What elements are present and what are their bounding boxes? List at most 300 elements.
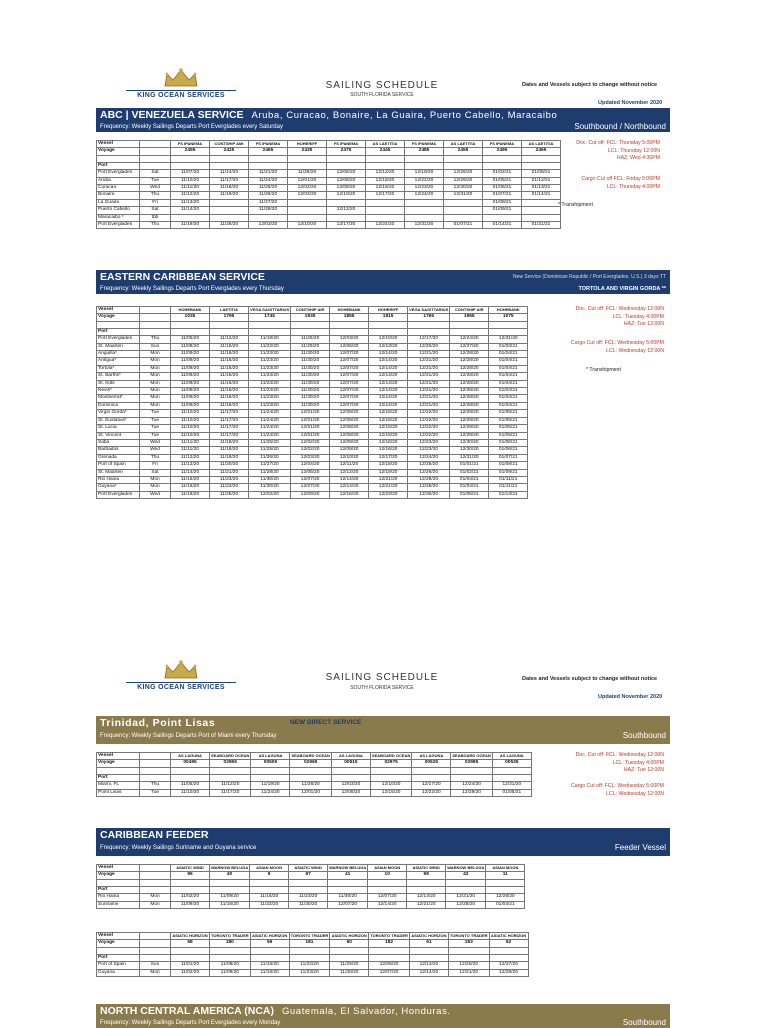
- date-cell: 12/13/20: [409, 962, 448, 969]
- date-cell: 11/17/20: [210, 432, 249, 439]
- abc-doc-cutoff: [576, 140, 660, 163]
- date-cell: 11/17/20: [210, 789, 251, 796]
- date-cell: 01/04/21: [489, 395, 528, 402]
- date-cell: 11/28/20: [249, 469, 291, 476]
- table-cell: [97, 879, 140, 886]
- date-cell: 12/01/20: [291, 425, 330, 432]
- date-cell: 12/28/20: [450, 388, 489, 395]
- table-cell: [171, 162, 210, 169]
- date-cell: 12/16/20: [366, 185, 405, 192]
- date-cell: 11/11/20: [171, 439, 210, 446]
- port-name: Bonaire: [97, 192, 140, 199]
- date-cell: 12/31/20: [405, 222, 444, 229]
- date-cell: 12/05/20: [327, 170, 366, 177]
- date-cell: 12/29/20: [450, 425, 489, 432]
- date-cell: 12/14/20: [369, 388, 408, 395]
- vessel-name: AS LAETITIA: [444, 141, 483, 148]
- weekday: Tue: [140, 417, 171, 424]
- date-cell: 12/22/20: [412, 789, 451, 796]
- port-name: Maracaibo *: [97, 214, 140, 221]
- date-cell: 12/03/20: [330, 336, 369, 343]
- date-cell: 12/17/20: [366, 192, 405, 199]
- voyage-number: 2485: [405, 148, 444, 155]
- ec-service-title: EASTERN CARIBBEAN SERVICE: [100, 271, 265, 283]
- date-cell: 12/09/20: [330, 447, 369, 454]
- port-name: Aruba: [97, 177, 140, 184]
- date-cell: 12/07/20: [291, 484, 330, 491]
- table-row: [97, 969, 529, 976]
- vessel-name: ASIATIC WIND: [407, 865, 446, 872]
- table-row: [97, 222, 561, 229]
- port-label: Port: [97, 162, 140, 169]
- date-cell: [288, 199, 327, 206]
- date-cell: 11/28/20: [288, 170, 327, 177]
- date-cell: 12/28/20: [408, 484, 450, 491]
- table-cell: [408, 321, 450, 328]
- date-cell: 11/23/20: [249, 365, 291, 372]
- voyage-number: 11: [486, 872, 525, 879]
- voyage-number: 1935: [291, 314, 330, 321]
- date-cell: 12/10/20: [370, 782, 411, 789]
- date-cell: 01/08/21: [489, 462, 528, 469]
- vessel-name: ASIATIC WIND: [289, 865, 328, 872]
- date-cell: 11/23/20: [249, 373, 291, 380]
- port-label: Port: [97, 774, 140, 781]
- table-row: [97, 395, 528, 402]
- date-cell: 12/20/20: [448, 962, 489, 969]
- vessel-label: Vessel: [97, 307, 140, 314]
- cargo-line: Cargo Cut off: FCL: Wednesday 5:00PM: [571, 783, 664, 789]
- vessel-name: ASIAN MOON: [486, 865, 525, 872]
- weekday: Wed: [140, 491, 171, 498]
- table-cell: [328, 879, 368, 886]
- table-cell: [330, 328, 369, 335]
- voyage-number: 00525: [412, 760, 451, 767]
- vessel-name: CONTSHIP AIR: [291, 307, 330, 314]
- date-cell: 01/05/21: [489, 425, 528, 432]
- vessel-row: [97, 141, 561, 148]
- date-cell: 12/10/20: [330, 454, 369, 461]
- cargo-line: LCL: Wednesday 12:00N: [606, 347, 664, 354]
- table-cell: [171, 155, 210, 162]
- table-cell: [409, 947, 448, 954]
- date-cell: [366, 207, 405, 214]
- date-cell: [288, 207, 327, 214]
- tpl-frequency-band: [96, 730, 670, 744]
- vessel-name: CONTSHIP AMI: [210, 141, 249, 148]
- date-cell: 12/09/20: [327, 185, 366, 192]
- date-cell: 11/14/20: [210, 170, 249, 177]
- date-cell: 11/22/20: [249, 343, 291, 350]
- voyage-number: 61: [409, 940, 448, 947]
- vessel-name: ASIATIC HORIZON: [490, 933, 527, 938]
- table-cell: [140, 940, 171, 947]
- date-cell: 11/12/20: [210, 336, 249, 343]
- date-cell: 11/10/20: [171, 177, 210, 184]
- tpl-new-direct: NEW DIRECT SERVICE: [290, 719, 362, 726]
- table-cell: [140, 141, 171, 148]
- table-cell: [249, 321, 291, 328]
- date-cell: 01/09/21: [522, 170, 561, 177]
- date-cell: 11/08/20: [171, 343, 210, 350]
- date-cell: 11/26/20: [210, 222, 249, 229]
- nca-service-countries: Guatemala, El Salvador, Honduras.: [281, 1006, 451, 1017]
- date-cell: 12/19/20: [405, 170, 444, 177]
- date-cell: 11/09/20: [171, 402, 210, 409]
- weekday: Mon: [140, 969, 171, 976]
- weekday: Mon: [140, 365, 171, 372]
- vessel-name: AS LAGUNA: [251, 753, 290, 760]
- date-cell: 12/07/20: [330, 351, 369, 358]
- cargo-line: Cargo Cut off FCL: Friday 5:00PM: [581, 176, 660, 182]
- table-cell: [140, 767, 171, 774]
- date-cell: 12/28/20: [450, 351, 489, 358]
- weekday: Fri: [140, 199, 171, 206]
- table-cell: [451, 767, 492, 774]
- table-cell: [486, 886, 525, 893]
- date-cell: 11/29/20: [330, 962, 369, 969]
- date-cell: 12/29/20: [450, 410, 489, 417]
- voyage-label: Voyage: [97, 872, 140, 879]
- vessel-name: ASIATIC HORIZON: [411, 933, 447, 938]
- weekday: Mon: [140, 380, 171, 387]
- table-row: [97, 417, 528, 424]
- voyage-number: 2435: [288, 148, 327, 155]
- table-cell: [140, 314, 171, 321]
- date-cell: [522, 199, 561, 206]
- cargo-line: LCL: Wednesday 12:00N: [606, 790, 664, 797]
- date-cell: 11/09/20: [171, 901, 210, 908]
- table-cell: [249, 155, 288, 162]
- tpl-service-band: [96, 716, 670, 730]
- date-cell: 11/07/20: [171, 170, 210, 177]
- date-cell: 12/14/20: [330, 476, 369, 483]
- table-cell: [290, 774, 331, 781]
- date-cell: 11/17/20: [210, 425, 249, 432]
- voyage-number: 1955: [450, 314, 489, 321]
- voyage-number: 00515: [331, 760, 370, 767]
- vessel-name: SEABOARD OCEAN: [452, 753, 491, 758]
- date-cell: 12/08/20: [330, 425, 369, 432]
- vessel-name: AS LAGUNA: [492, 753, 531, 760]
- port-name: St. Eustatius*: [97, 417, 140, 424]
- date-cell: 11/05/20: [171, 336, 210, 343]
- date-cell: 12/07/20: [328, 901, 368, 908]
- table-cell: [369, 954, 410, 961]
- date-cell: 12/21/20: [408, 358, 450, 365]
- date-cell: 01/04/21: [489, 402, 528, 409]
- date-cell: 12/29/20: [444, 177, 483, 184]
- date-cell: 01/06/21: [489, 447, 528, 454]
- table-cell: [405, 155, 444, 162]
- date-cell: 01/06/21: [450, 491, 489, 498]
- vessel-name: SEABOARD OCEAN: [371, 753, 411, 758]
- table-cell: [210, 879, 250, 886]
- table-cell: [366, 155, 405, 162]
- table-cell: [368, 879, 407, 886]
- table-row: [97, 476, 528, 483]
- port-name: Guyana*: [97, 484, 140, 491]
- table-cell: [448, 947, 489, 954]
- weekday: Tue: [140, 789, 171, 796]
- date-cell: 11/26/20: [249, 192, 288, 199]
- date-cell: 11/16/20: [210, 351, 249, 358]
- table-cell: [250, 879, 289, 886]
- cargo-line: LCL: Thursday 4:00PM: [606, 183, 660, 190]
- date-cell: 01/06/21: [489, 439, 528, 446]
- date-cell: 12/07/20: [291, 476, 330, 483]
- date-cell: 11/19/20: [249, 336, 291, 343]
- date-cell: 12/03/20: [249, 222, 288, 229]
- date-cell: 01/04/21: [489, 365, 528, 372]
- voyage-number: 1855: [330, 314, 369, 321]
- date-cell: 11/17/20: [210, 177, 249, 184]
- date-cell: [405, 214, 444, 221]
- date-cell: 12/21/20: [369, 484, 408, 491]
- table-cell: [289, 879, 328, 886]
- table-cell: [210, 954, 251, 961]
- table-cell: [140, 886, 171, 893]
- vessel-name: AS LAGUNA: [331, 753, 370, 760]
- date-cell: 11/23/20: [289, 969, 330, 976]
- table-cell: [288, 162, 327, 169]
- date-cell: 12/22/20: [408, 410, 450, 417]
- date-cell: 12/30/20: [450, 439, 489, 446]
- date-cell: 11/30/20: [328, 894, 368, 901]
- schedule-title: SAILING SCHEDULE: [325, 80, 439, 91]
- weekday: Thu: [140, 192, 171, 199]
- port-name: Dominica: [97, 402, 140, 409]
- date-cell: 12/07/20: [368, 894, 407, 901]
- weekday: Sun: [140, 962, 171, 969]
- date-cell: 11/19/20: [210, 192, 249, 199]
- cutoff-line: HAZ: Tue 12:00N: [623, 321, 664, 328]
- voyage-number: 1795: [210, 314, 249, 321]
- date-cell: 12/14/20: [407, 894, 446, 901]
- date-cell: 11/17/20: [210, 417, 249, 424]
- date-cell: 12/21/20: [408, 402, 450, 409]
- table-row: [97, 373, 528, 380]
- date-cell: 11/23/20: [249, 395, 291, 402]
- table-cell: [486, 879, 525, 886]
- date-cell: 12/24/20: [451, 782, 492, 789]
- date-cell: 11/30/20: [291, 395, 330, 402]
- port-name: St. Barths*: [97, 373, 140, 380]
- voyage-number: 02965: [290, 760, 331, 767]
- vessel-name: AS LAGUNA: [171, 753, 210, 760]
- table-row: [97, 185, 561, 192]
- date-cell: 12/17/20: [369, 454, 408, 461]
- table-cell: [140, 954, 171, 961]
- cutoff-line: Doc. Cut off: FCL: Wednesday 12:00N: [575, 752, 664, 758]
- date-cell: 12/27/20: [450, 343, 489, 350]
- table-cell: [407, 886, 446, 893]
- date-cell: 11/23/20: [289, 894, 328, 901]
- ec-note: New Service (Dominican Republic / Port Everglades. U.S.) 3 days TT: [512, 274, 666, 280]
- date-cell: 12/28/20: [450, 380, 489, 387]
- weekday: Mon: [140, 358, 171, 365]
- date-cell: 12/15/20: [369, 417, 408, 424]
- port-label: Port: [97, 886, 140, 893]
- date-cell: 12/26/20: [444, 170, 483, 177]
- weekday: Sat: [140, 469, 171, 476]
- date-cell: 12/14/20: [369, 365, 408, 372]
- weekday: tbb: [140, 214, 171, 221]
- date-cell: 01/04/21: [489, 388, 528, 395]
- vessel-row: [97, 753, 532, 760]
- date-cell: 11/23/20: [249, 388, 291, 395]
- table-cell: [522, 162, 561, 169]
- port-name: Port Everglades: [97, 491, 140, 498]
- date-cell: 12/01/20: [291, 432, 330, 439]
- date-cell: 01/04/21: [489, 351, 528, 358]
- schedule-title-2: SAILING SCHEDULE: [325, 672, 439, 683]
- table-cell: [171, 774, 210, 781]
- date-cell: [327, 199, 366, 206]
- table-row: [97, 901, 525, 908]
- weekday: Mon: [140, 901, 171, 908]
- voyage-number: 9: [250, 872, 289, 879]
- vessel-name: ASIAN MOON: [250, 865, 289, 872]
- nca-frequency: Frequency: Weekly Sailings Departs Port Everglades every Monday: [100, 1020, 281, 1026]
- voyage-number: 2425: [210, 148, 249, 155]
- date-cell: 12/08/20: [327, 177, 366, 184]
- date-cell: 11/14/20: [171, 207, 210, 214]
- port-name: Grenada: [97, 454, 140, 461]
- date-cell: 01/04/21: [450, 484, 489, 491]
- voyage-number: 2455: [171, 148, 210, 155]
- table-cell: [366, 162, 405, 169]
- date-cell: 12/07/20: [330, 358, 369, 365]
- date-cell: 12/08/20: [330, 410, 369, 417]
- cf-service-band: [96, 828, 670, 842]
- cf-schedule-table-2: [96, 932, 529, 977]
- table-cell: [412, 774, 451, 781]
- date-cell: 12/24/20: [408, 454, 450, 461]
- date-cell: 11/05/20: [171, 782, 210, 789]
- date-cell: 11/09/20: [171, 380, 210, 387]
- date-cell: [288, 214, 327, 221]
- date-cell: 01/14/21: [483, 222, 522, 229]
- date-cell: 12/14/20: [369, 373, 408, 380]
- table-cell: [140, 328, 171, 335]
- date-cell: 11/18/20: [210, 439, 249, 446]
- date-cell: 11/24/20: [251, 789, 290, 796]
- table-row: [97, 469, 528, 476]
- table-cell: [522, 155, 561, 162]
- table-cell: [97, 767, 140, 774]
- table-row: [97, 454, 528, 461]
- date-cell: 12/16/20: [330, 491, 369, 498]
- vessel-label: Vessel: [97, 141, 140, 148]
- date-cell: 11/29/20: [291, 343, 330, 350]
- cutoff-line: Doc. Cut off: FCL: Wednesday 12:00N: [575, 306, 664, 312]
- voyage-row: [97, 872, 525, 879]
- date-cell: 11/16/20: [171, 476, 210, 483]
- date-cell: 11/28/20: [249, 207, 288, 214]
- date-cell: 12/07/20: [330, 388, 369, 395]
- nca-service-title: NORTH CENTRAL AMERICA (NCA): [100, 1005, 275, 1017]
- table-cell: [140, 872, 171, 879]
- table-cell: [210, 328, 249, 335]
- vessel-name: TORONTO TRADER: [370, 933, 408, 938]
- date-cell: 11/15/20: [250, 962, 289, 969]
- date-cell: 11/02/20: [171, 969, 210, 976]
- date-cell: 11/23/20: [249, 351, 291, 358]
- table-cell: [210, 321, 249, 328]
- port-header-row: [97, 886, 525, 893]
- cutoff-line: LCL: Tuesday 4:00PM: [612, 313, 664, 320]
- date-cell: 12/29/20: [450, 432, 489, 439]
- date-cell: 11/08/20: [210, 962, 251, 969]
- crown-icon: [161, 658, 201, 682]
- date-cell: 12/30/20: [444, 185, 483, 192]
- vessel-name: AS LAGUNA: [412, 753, 451, 760]
- table-cell: [140, 865, 171, 872]
- port-label: Port: [97, 328, 140, 335]
- date-cell: 12/21/20: [408, 395, 450, 402]
- port-name: St. Maarten: [97, 343, 140, 350]
- table-cell: [327, 155, 366, 162]
- weekday: Mon: [140, 484, 171, 491]
- date-cell: 12/28/20: [408, 476, 450, 483]
- date-cell: 11/20/20: [210, 462, 249, 469]
- voyage-number: 2455: [444, 148, 483, 155]
- weekday: Thu: [140, 222, 171, 229]
- date-cell: 12/17/20: [327, 222, 366, 229]
- date-cell: 11/21/20: [249, 170, 288, 177]
- date-cell: 12/16/20: [369, 447, 408, 454]
- table-cell: [408, 328, 450, 335]
- date-cell: 12/12/20: [366, 170, 405, 177]
- date-cell: 01/21/21: [522, 222, 561, 229]
- date-cell: 01/05/21: [489, 417, 528, 424]
- date-cell: [405, 199, 444, 206]
- abc-schedule-table: [96, 140, 561, 229]
- table-cell: [444, 155, 483, 162]
- nca-direction: Southbound: [622, 1018, 666, 1027]
- port-name: Port of Spain: [97, 462, 140, 469]
- date-cell: 11/16/20: [250, 894, 289, 901]
- date-cell: [444, 214, 483, 221]
- cutoff-line: LCL: Thursday 12:00N: [607, 147, 660, 154]
- schedule-subtitle-2: SOUTH FLORIDA SERVICE: [350, 685, 414, 691]
- date-cell: [366, 214, 405, 221]
- date-cell: [327, 214, 366, 221]
- table-cell: [140, 933, 171, 940]
- voyage-number: 00495: [171, 760, 210, 767]
- date-cell: 12/14/20: [369, 380, 408, 387]
- voyage-row: [97, 148, 561, 155]
- date-cell: 11/18/20: [171, 491, 210, 498]
- port-name: Puerto Cabello: [97, 207, 140, 214]
- voyage-number: 00505: [251, 760, 290, 767]
- port-name: Point Lisas: [97, 789, 140, 796]
- date-cell: 12/13/20: [369, 343, 408, 350]
- cargo-line: Cargo Cut off: FCL: Wednesday 5:00PM: [571, 340, 664, 346]
- vessel-name: SEABOARD OCEAN: [291, 753, 330, 758]
- voyage-number: 2495: [483, 148, 522, 155]
- port-header-row: [97, 954, 529, 961]
- date-cell: 12/31/20: [489, 336, 528, 343]
- ec-transhipment-note: * Transhipment: [586, 367, 621, 373]
- table-cell: [369, 947, 410, 954]
- weekday: Wed: [140, 185, 171, 192]
- port-name: Rio Haina: [97, 476, 140, 483]
- table-cell: [97, 321, 140, 328]
- vessel-label: Vessel: [97, 753, 140, 760]
- table-row: [97, 432, 528, 439]
